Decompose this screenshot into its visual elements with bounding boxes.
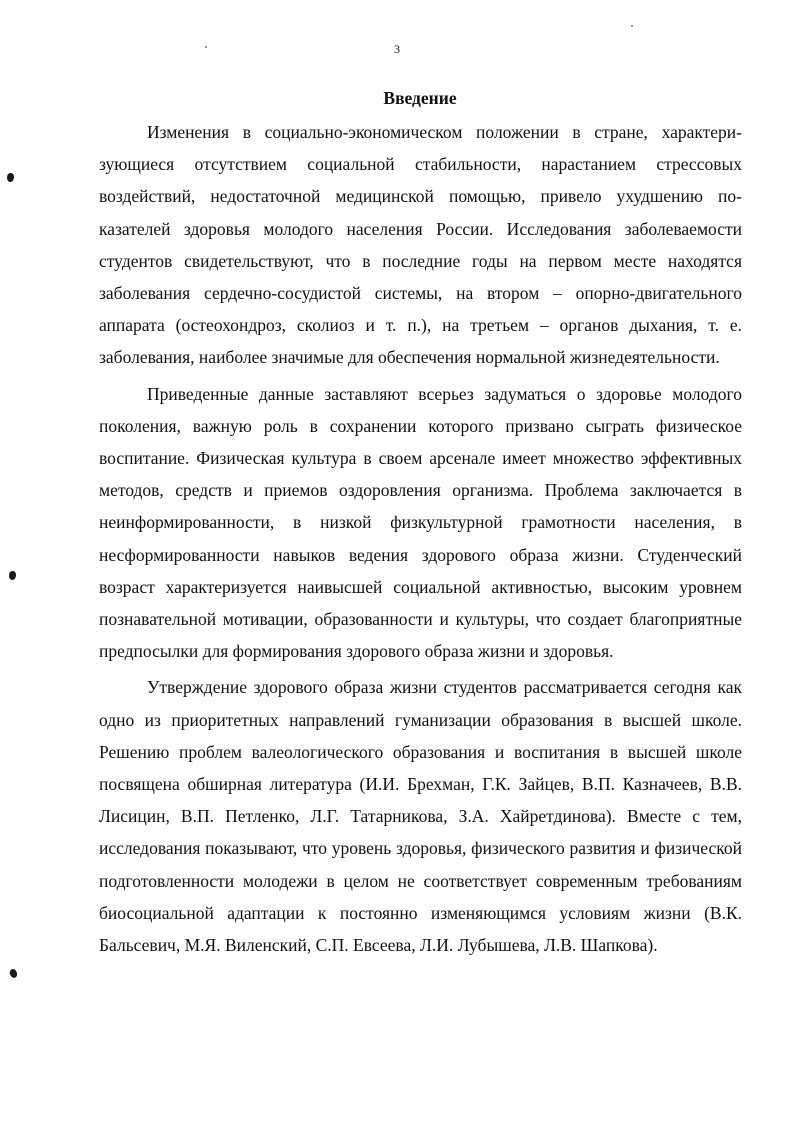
binding-hole-mark [9, 571, 16, 580]
section-title: Введение [383, 88, 457, 108]
binding-hole-mark [8, 968, 18, 979]
page-number: 3 [394, 42, 400, 56]
body-text [99, 116, 742, 961]
scan-speck [631, 25, 633, 27]
paragraph-2: Приведенные данные заставляют всерьез задуматься о здоровье молодого поколения, важную роль в сохранении которого призвано сыграть физическое воспитание. Физическая культура в своем арсенале имеет множество эффективных методов, средств и приемов оздоровления организма. Проблема заключается в неинформированности, в низкой физкультурной грамотности населения, в несформированности навыков ведения здорового образа жизни. Студенческий возраст характеризуется наивысшей социальной активностью, высоким уровнем познавательной мотивации, образованности и культуры, что создает благоприятные предпосылки для формирования здорового образа жизни и здоровья. [99, 383, 742, 662]
paragraph-3: Утверждение здорового образа жизни студентов рассматривается сегодня как одно из приоритетных направлений гуманизации образования в высшей школе. Решению проблем валеологического образования и воспитания в высшей школе посвящена обширная литература (И.И. Брехман, Г.К. Зайцев, В.П. Казначеев, В.В. Лисицин, В.П. Петленко, Л.Г. Татарникова, З.А. Хайретдинова). Вместе с тем, исследования показывают, что уровень здоровья, физического развития и физической подготовленности молодежи в целом не соответствует современным требованиям биосоциальной адаптации к постоянно изменяющимся условиям жизни (В.К. Бальсевич, М.Я. Виленский, С.П. Евсеева, Л.И. Лубышева, Л.В. Шапкова). [99, 677, 742, 956]
binding-hole-mark [7, 173, 14, 182]
paragraph-1: Изменения в социально-экономическом положении в стране, характеризующиеся отсутствием социальной стабильности, нарастанием стрессовых воздействий, недостаточной медицинской помощью, привело ухудшению показателей здоровья молодого населения России. Исследования заболеваемости студентов свидетельствуют, что в последние годы на первом месте находятся заболевания сердечно-сосудистой системы, на втором – опорно-двигательного аппарата (остеохондроз, сколиоз и т. п.), на третьем – органов дыхания, т. е. заболевания, наиболее значимые для обеспечения нормальной жизнедеятельности. [99, 122, 742, 368]
